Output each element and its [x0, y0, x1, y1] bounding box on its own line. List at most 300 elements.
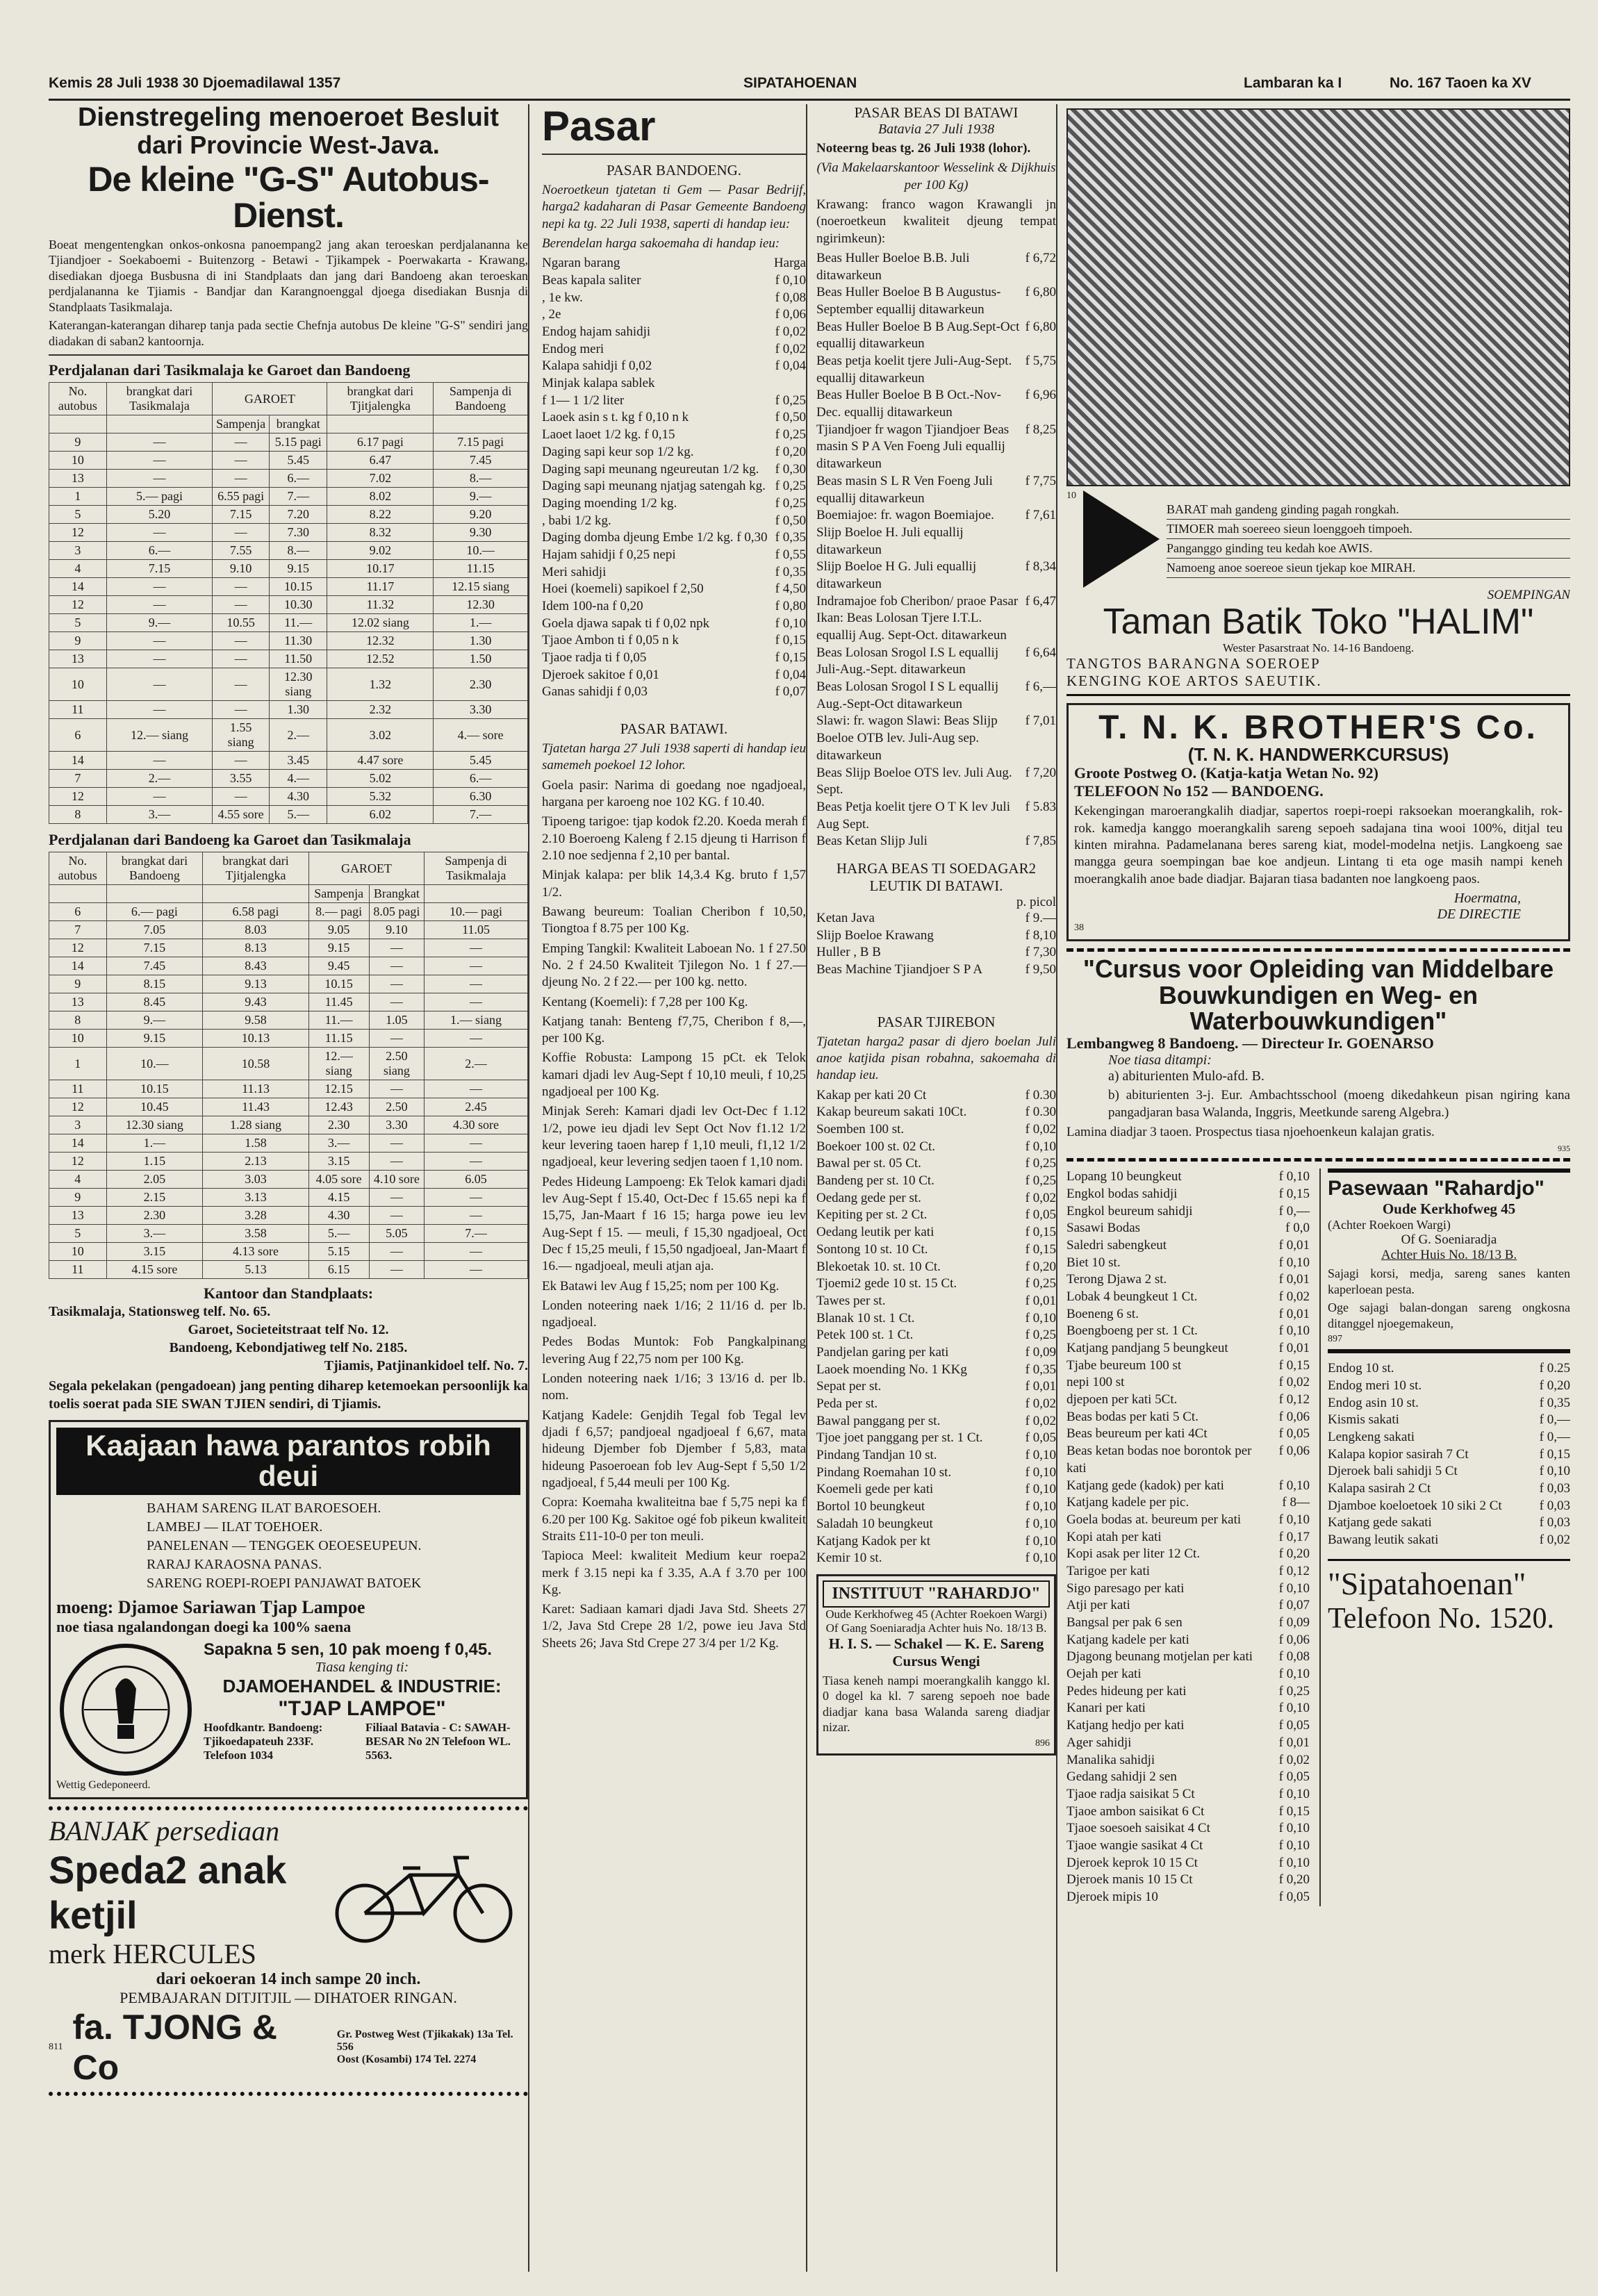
- item-price: f 0,30: [775, 461, 806, 477]
- table-cell: 5: [49, 1225, 107, 1243]
- batawi-paragraph: Katjang Kadele: Genjdih Tegal fob Tegal lev djadi f 6,57; pandjoeal ngadjoeal f 6,67, mata hideung Djember fob Djember f 5,83, mata hideung Pasoeroean fob lev Aug-Sept f 5,50 1/2 ngadjoeal, f 5,44 meuli per 100 Kg.: [542, 1407, 806, 1490]
- ad-pasewaan: [1328, 1168, 1570, 1353]
- item-name: Laoet laoet 1/2 kg. f 0,15: [542, 427, 675, 443]
- table-cell: 8.— pagi: [308, 903, 369, 921]
- table-cell: 4.47 sore: [327, 752, 434, 770]
- item-name: Beas ketan bodas noe borontok per kati: [1066, 1444, 1252, 1476]
- item-price: f 5.83: [1025, 799, 1056, 814]
- item-price: f 0,12: [1278, 1563, 1310, 1578]
- item-name: Kakap per kati 20 Ct: [816, 1087, 927, 1102]
- item-name: Lobak 4 beungkeut 1 Ct.: [1066, 1289, 1198, 1304]
- tjirebon-price-item: [1066, 1563, 1310, 1580]
- item-price: f 0,20: [1539, 1378, 1570, 1393]
- endog-price-item: [1328, 1378, 1570, 1395]
- batawi-paragraph: Ek Batawi lev Aug f 15,25; nom per 100 Kg.: [542, 1278, 780, 1294]
- item-price: f 0,05: [1278, 1890, 1310, 1905]
- ad-djamoe-moeng: moeng: Djamoe Sariawan Tjap Lampoe: [56, 1596, 365, 1617]
- table-cell: —: [369, 1134, 425, 1153]
- masthead: [49, 69, 1570, 101]
- tjirebon-price-item: [1066, 1580, 1310, 1598]
- item-name: Pandjelan garing per kati: [816, 1344, 949, 1360]
- item-price: f 0,15: [775, 633, 806, 648]
- ad-djamoe-filiaal: Filiaal Batavia - C: SAWAH-BESAR No 2N Telefoon WL. 5563.: [365, 1720, 511, 1762]
- item-price: f 0,05: [1278, 1769, 1310, 1785]
- item-name: Indramajoe fob Cheribon/ praoe Pasar Ikan: Beas Lolosan Tjere I.T.L. equallij Aug. Sept-Oct. ditawarkeun: [816, 593, 1019, 643]
- table-cell: 12.43: [308, 1098, 369, 1116]
- table-cell: 4.15 sore: [106, 1261, 203, 1279]
- table-cell: 7.15: [213, 506, 270, 524]
- table-cell: 1.32: [327, 668, 434, 701]
- item-name: Beas masin S L R Ven Foeng Juli equallij ditawarkeun: [816, 473, 993, 506]
- item-name: Djeroek keprok 10 15 Ct: [1066, 1855, 1198, 1870]
- item-name: Meri sahidji: [542, 564, 607, 579]
- batawi-paragraph: Minjak Sereh: Kamari djadi lev Oct-Dec f 1.12 1/2, powe ieu djadi lev Sept Oct Nov f1.12 1/2 keur levering taoen harep f 1,10 meuli, f1,12 1/2 ngadjoeal, keur levering sedjen taoen f 1,10 nom.: [542, 1104, 806, 1170]
- item-price: f 0,10: [775, 616, 806, 631]
- table-cell: 5.45: [434, 752, 528, 770]
- batawi-paragraph: Tapioca Meel: kwaliteit Medium keur roepa2 merk f 3.15 nepi ka f 3.35, A.A f 3.70 per 100 Kg.: [542, 1548, 806, 1597]
- table1-title: Perdjalanan dari Tasikmalaja ke Garoet dan Bandoeng: [49, 361, 411, 379]
- ad-hercules-speda: Speda2 anak ketjil: [49, 1847, 287, 1937]
- t1-h3: brangkat: [270, 415, 327, 433]
- item-price: f 7,75: [1025, 473, 1056, 488]
- beas-price-item: [816, 559, 1056, 593]
- table-cell: 9.30: [434, 524, 528, 542]
- table-cell: 6: [49, 903, 107, 921]
- tjirebon-price-item: [1066, 1391, 1310, 1409]
- beas-list: [816, 250, 1056, 850]
- harga-price-item: [816, 944, 1056, 961]
- item-name: Kalapa kopior sasirah 7 Ct: [1328, 1446, 1469, 1462]
- table-cell: 9.15: [308, 939, 369, 957]
- item-name: Kopi atah per kati: [1066, 1529, 1162, 1544]
- table-cell: 2.50 siang: [369, 1048, 425, 1080]
- pasar-batawi-intro: Tjatetan harga 27 Juli 1938 saperti di handap ieu samemeh poekoel 12 lohor.: [542, 741, 806, 773]
- table-cell: 3.—: [106, 1225, 203, 1243]
- masthead-page: Lambaran ka I: [1244, 75, 1342, 91]
- table-cell: —: [369, 1030, 425, 1048]
- beas-price-item: [816, 799, 1056, 833]
- item-price: f 0,15: [1278, 1186, 1310, 1201]
- endog-price-item: [1328, 1480, 1570, 1498]
- item-price: f 0,02: [1278, 1375, 1310, 1390]
- item-name: Beas beureum per kati 4Ct: [1066, 1426, 1208, 1442]
- table-cell: 8.43: [203, 957, 309, 975]
- item-price: f 0,02: [1025, 1190, 1056, 1205]
- tjirebon-price-item: [1066, 1203, 1310, 1221]
- item-name: Beas Huller Boeloe B B Oct.-Nov-Dec. equallij ditawarkeun: [816, 388, 1001, 420]
- table-cell: 2.30: [434, 668, 528, 701]
- ad-djamoe-hoofd: Hoofdkantr. Bandoeng: Tjikoedapateuh 233F. Telefoon 1034: [204, 1720, 323, 1762]
- table-cell: —: [425, 1189, 528, 1207]
- table-cell: 4.30: [270, 788, 327, 806]
- table-cell: 8.02: [327, 488, 434, 506]
- table-cell: 11: [49, 1080, 107, 1098]
- item-price: f 0,25: [775, 393, 806, 408]
- harga-head: HARGA BEAS TI SOEDAGAR2 LEUTIK DI BATAWI.: [836, 859, 1037, 894]
- item-name: Bawal per st. 05 Ct.: [816, 1156, 921, 1171]
- item-price: f 0,06: [1278, 1632, 1310, 1647]
- headline-provincie: dari Provincie West-Java.: [137, 130, 440, 159]
- tjirebon-price-item: [1066, 1306, 1310, 1323]
- table1-row: [49, 524, 528, 542]
- pasar-bandoeng-title: PASAR BANDOENG.: [606, 162, 742, 179]
- table-cell: 11.17: [327, 578, 434, 596]
- cursus-addr: Lembangweg 8 Bandoeng. — Directeur Ir. GOENARSO: [1066, 1034, 1434, 1052]
- table-cell: 3: [49, 542, 107, 560]
- table-cell: —: [106, 452, 213, 470]
- bandoeng-price-item: [542, 667, 806, 684]
- table-cell: 8.—: [270, 542, 327, 560]
- table-cell: 12.32: [327, 632, 434, 650]
- table-cell: 7: [49, 770, 107, 788]
- item-name: Sasawi Bodas: [1066, 1221, 1141, 1236]
- table-cell: 9.20: [434, 506, 528, 524]
- item-name: Endog meri 10 st.: [1328, 1378, 1422, 1393]
- table-cell: 2.30: [106, 1207, 203, 1225]
- pasewaan-of: Of G. Soeniaradja: [1401, 1232, 1497, 1248]
- item-name: Sigo paresago per kati: [1066, 1580, 1185, 1596]
- item-price: f 0,35: [1025, 1362, 1056, 1377]
- table1-row: [49, 578, 528, 596]
- item-price: f 0,06: [1278, 1444, 1310, 1459]
- item-price: f 0.30: [1025, 1087, 1056, 1102]
- tjirebon-price-item: [1066, 1855, 1310, 1872]
- item-price: f 6,80: [1025, 319, 1056, 334]
- item-name: Koemeli gede per kati: [816, 1482, 934, 1497]
- item-price: f 0,01: [1278, 1272, 1310, 1287]
- table-cell: 1.—: [106, 1134, 203, 1153]
- item-name: Laoek asin s t. kg f 0,10 n k: [542, 410, 689, 425]
- item-name: Beas Lolosan Srogol I.S L equallij Juli-Aug.-Sept. ditawarkeun: [816, 645, 999, 677]
- table-cell: 8.—: [434, 470, 528, 488]
- table-cell: 3: [49, 1116, 107, 1134]
- item-price: f 6,72: [1025, 250, 1056, 265]
- tjirebon-price-item: [816, 1516, 1056, 1533]
- item-price: f 0,25: [1025, 1156, 1056, 1171]
- item-price: f 0,10: [1278, 1667, 1310, 1682]
- pasar-batawi-paras: [542, 777, 806, 1652]
- item-price: f 5,75: [1025, 354, 1056, 368]
- endog-price-item: [1328, 1360, 1570, 1378]
- table-cell: —: [106, 596, 213, 614]
- pasar-title: Pasar: [542, 104, 656, 149]
- bandoeng-price-item: [542, 444, 806, 461]
- item-price: f 0,15: [1539, 1446, 1570, 1462]
- table-cell: 3.02: [327, 719, 434, 752]
- table-cell: 10: [49, 452, 107, 470]
- item-price: f 0,10: [1025, 1551, 1056, 1566]
- endog-price-item: [1328, 1446, 1570, 1464]
- table-cell: 12.30 siang: [106, 1116, 203, 1134]
- table-cell: 8.15: [106, 975, 203, 993]
- table-cell: 12: [49, 524, 107, 542]
- item-name: , 1e kw.: [542, 290, 583, 305]
- item-name: Tawes per st.: [816, 1293, 886, 1308]
- barat-line: Namoeng anoe soereoe sieun tjekap koe MIRAH.: [1167, 559, 1570, 578]
- item-name: Saledri sabengkeut: [1066, 1237, 1167, 1253]
- item-price: f 0.25: [1539, 1361, 1570, 1376]
- masthead-issue: No. 167 Taoen ka XV: [1390, 75, 1531, 91]
- table-cell: 8: [49, 1011, 107, 1030]
- inst-head: INSTITUUT "RAHARDJO": [823, 1580, 1050, 1608]
- item-name: Goela bodas at. beureum per kati: [1066, 1512, 1242, 1527]
- ad-hercules-fa: fa. TJONG & Co: [72, 2007, 277, 2087]
- table-cell: —: [425, 1243, 528, 1261]
- ad-hercules-addr2: Oost (Kosambi) 174 Tel. 2274: [336, 2053, 477, 2065]
- t2-h3: Sampenja: [308, 885, 369, 903]
- item-name: , 2e: [542, 307, 561, 322]
- harga-price-item: [816, 927, 1056, 945]
- batik-illustration: [1066, 108, 1570, 486]
- bandoeng-price-item: [542, 461, 806, 479]
- item-price: f 0,10: [1278, 1169, 1310, 1184]
- item-price: f 0,06: [1278, 1409, 1310, 1424]
- item-price: f 0,10: [1025, 1310, 1056, 1325]
- tjirebon-price-item: [816, 1139, 1056, 1156]
- item-price: f 0,02: [1539, 1533, 1570, 1548]
- table-cell: 7.55: [213, 542, 270, 560]
- table-cell: 10.45: [106, 1098, 203, 1116]
- table-cell: 1.50: [434, 650, 528, 668]
- item-name: f 1— 1 1/2 liter: [542, 393, 625, 408]
- item-price: f 0,02: [1025, 1122, 1056, 1137]
- ad-djamoe-wettig: Wettig Gedeponeerd.: [56, 1778, 151, 1791]
- harga-price-item: [816, 961, 1056, 979]
- item-name: Laoek moending No. 1 KKg: [816, 1362, 967, 1377]
- item-name: Oedang gede per st.: [816, 1190, 921, 1205]
- t2-group: GAROET: [308, 852, 424, 885]
- item-name: Bandeng per st. 10 Ct.: [816, 1173, 934, 1189]
- item-price: f 0,05: [1278, 1718, 1310, 1733]
- table-cell: 11.15: [434, 560, 528, 578]
- item-price: f 0,07: [775, 684, 806, 700]
- bro-direktie: DE DIRECTIE: [1437, 906, 1521, 922]
- item-name: Tjaoe ambon saisikat 6 Ct: [1066, 1803, 1205, 1819]
- bro-head: T. N. K. BROTHER'S Co.: [1098, 709, 1538, 746]
- tjirebon-price-item: [1066, 1494, 1310, 1512]
- table-cell: 8: [49, 806, 107, 824]
- barat-line: TIMOER mah soereeo sieun loenggoeh timpoeh.: [1167, 520, 1570, 539]
- item-price: f 0,04: [775, 358, 806, 374]
- t1-h5: Sampenja di Bandoeng: [434, 383, 528, 415]
- bandoeng-price-item: [542, 632, 806, 650]
- table-cell: 10: [49, 1243, 107, 1261]
- table-cell: 5.13: [203, 1261, 309, 1279]
- table-cell: 3.28: [203, 1207, 309, 1225]
- table-cell: 3.—: [308, 1134, 369, 1153]
- bro-addr: Groote Postweg O. (Katja-katja Wetan No. 92): [1074, 764, 1378, 782]
- item-name: Katjang hedjo per kati: [1066, 1718, 1185, 1733]
- batawi-paragraph: Londen noteering naek 1/16; 3 13/16 d. per lb. nom.: [542, 1371, 806, 1403]
- item-price: f 0,10: [1278, 1786, 1310, 1801]
- table-cell: 12: [49, 1153, 107, 1171]
- item-price: f 7,20: [1025, 765, 1056, 780]
- item-name: Pedes hideung per kati: [1066, 1683, 1187, 1699]
- table-cell: 12: [49, 596, 107, 614]
- inst-addr: Oude Kerkhofweg 45 (Achter Roekoen Wargi) Of Gang Soeniaradja Achter huis No. 18/13 B.: [825, 1607, 1047, 1635]
- bandoeng-price-item: [542, 547, 806, 564]
- table-cell: 5.05: [369, 1225, 425, 1243]
- item-name: Djagong beunang motjelan per kati: [1066, 1649, 1253, 1665]
- tangtos: TANGTOS BARANGNA SOEROEP: [1066, 654, 1321, 672]
- table-cell: 9.43: [203, 993, 309, 1011]
- item-name: djepoen per kati 5Ct.: [1066, 1392, 1178, 1407]
- pasewaan-addr: Oude Kerkhofweg 45: [1382, 1200, 1516, 1218]
- table2-row: [49, 1171, 528, 1189]
- tjirebon-price-item: [816, 1259, 1056, 1276]
- item-price: f 0,03: [1539, 1515, 1570, 1530]
- item-name: Beas Ketan Slijp Juli: [816, 834, 928, 849]
- item-price: f 0,20: [1025, 1259, 1056, 1274]
- item-price: f 0,10: [1025, 1464, 1056, 1480]
- item-name: Ganas sahidji f 0,03: [542, 684, 648, 700]
- batik-num: 10: [1066, 490, 1076, 501]
- table-cell: 9: [49, 975, 107, 993]
- item-name: Tjabe beureum 100 st: [1066, 1357, 1182, 1373]
- item-price: f 0,35: [775, 530, 806, 545]
- beas-head: PASAR BEAS DI BATAWI: [854, 104, 1019, 121]
- batawi-paragraph: Katjang tanah: Benteng f7,75, Cheribon f 8,—, per 100 Kg.: [542, 1014, 806, 1046]
- table1-row: [49, 632, 528, 650]
- table-cell: 8.05 pagi: [369, 903, 425, 921]
- item-price: f 0,06: [775, 307, 806, 322]
- schedule-table-bandoeng-tasik: [49, 852, 528, 1279]
- tjirebon-price-item: [1066, 1220, 1310, 1237]
- table-cell: 7.02: [327, 470, 434, 488]
- item-price: f 9,50: [1025, 962, 1056, 977]
- table-cell: 5.02: [327, 770, 434, 788]
- autobus-intro: Boeat mengentengkan onkos-onkosna panoempang2 jang akan teroeskan perdjalananna ke Tjiandjoer - Soekaboemi - Buitenzorg - Betawi - Tjikampek - Poerwakarta - Krawang, disediakan djoega Busbusna di ini Standplaats dan jang dari Bandoeng akan teroeskan perdjalananna ke Tjiamis - Bandjar dan Karangnoenggal djoega disediakan Busnja di Standplaats Tasikmalaja.: [49, 237, 528, 314]
- table-cell: —: [213, 596, 270, 614]
- beas-price-item: [816, 507, 1056, 559]
- beas-price-item: [816, 319, 1056, 353]
- table-cell: —: [369, 1153, 425, 1171]
- table-cell: —: [213, 578, 270, 596]
- item-name: Tjaoe wangie sasikat 4 Ct: [1066, 1837, 1203, 1853]
- ad-djamoe-item: LAMBEJ — ILAT TOEHOER.: [147, 1519, 323, 1535]
- table-cell: —: [425, 939, 528, 957]
- table-cell: 6.15: [308, 1261, 369, 1279]
- item-price: f 8,34: [1025, 559, 1056, 575]
- table-cell: —: [369, 957, 425, 975]
- bro-sub: (T. N. K. HANDWERKCURSUS): [1187, 743, 1449, 765]
- tjirebon-intro: Tjatetan harga2 pasar di djero boelan Juli anoe katjida pisan robahna, sakoemaha di handap ieu.: [816, 1034, 1056, 1083]
- table-cell: —: [369, 1080, 425, 1098]
- table-cell: 4.55 sore: [213, 806, 270, 824]
- item-price: f 6,80: [1025, 285, 1056, 300]
- tjirebon-price-item: [1066, 1289, 1310, 1306]
- sipat-tel: Telefoon No. 1520.: [1328, 1602, 1554, 1635]
- table-cell: 5.— pagi: [106, 488, 213, 506]
- item-price: f 0,50: [775, 513, 806, 528]
- endog-price-item: [1328, 1395, 1570, 1412]
- table-cell: 11.45: [308, 993, 369, 1011]
- item-name: Bawang leutik sakati: [1328, 1533, 1439, 1548]
- beas-price-item: [816, 353, 1056, 387]
- bandoeng-price-item: [542, 529, 806, 547]
- ad-djamoe-noe: noe tiasa ngalandongan doegi ka 100% saena: [56, 1617, 352, 1635]
- item-name: Tarigoe per kati: [1066, 1563, 1151, 1578]
- endog-price-item: [1328, 1532, 1570, 1549]
- tjirebon-head: PASAR TJIREBON: [877, 1013, 996, 1030]
- table-cell: 9.10: [213, 560, 270, 578]
- table-cell: 3.45: [270, 752, 327, 770]
- item-name: Daging domba djeung Embe 1/2 kg. f 0,30: [542, 530, 768, 545]
- inst-sub: H. I. S. — Schakel — K. E. Sareng Cursus Wengi: [828, 1635, 1044, 1669]
- table-cell: 9.45: [308, 957, 369, 975]
- bandoeng-price-item: [542, 427, 806, 444]
- item-price: f 7,85: [1025, 834, 1056, 849]
- table-cell: 14: [49, 578, 107, 596]
- bandoeng-price-item: [542, 306, 806, 324]
- item-name: Beas Petja koelit tjere O T K lev Juli Aug Sept.: [816, 799, 1010, 832]
- item-name: Beas Slijp Boeloe OTS lev. Juli Aug. Sept.: [816, 765, 1012, 798]
- item-name: Daging sapi meunang ngeureutan 1/2 kg.: [542, 461, 759, 477]
- cursus-b: b) abiturienten 3-j. Eur. Ambachtsschool (moeng dikedahkeun pisan ngiring kana pangadjaran basa Walanda, Inggris, Meetkunde sareng Algebra.): [1108, 1088, 1570, 1120]
- item-price: f 0,05: [1025, 1207, 1056, 1223]
- tjirebon-price-item: [816, 1498, 1056, 1516]
- item-name: Daging moending 1/2 kg.: [542, 495, 677, 511]
- cursus-noe: Noe tiasa ditampi:: [1108, 1052, 1212, 1068]
- table2-row: [49, 1080, 528, 1098]
- table-cell: 10: [49, 1030, 107, 1048]
- table-cell: 4.05 sore: [308, 1171, 369, 1189]
- bandoeng-price-item: [542, 598, 806, 616]
- table-cell: 4.—: [270, 770, 327, 788]
- table-cell: 7.—: [425, 1225, 528, 1243]
- table-cell: 9.02: [327, 542, 434, 560]
- item-price: f 0,15: [1278, 1803, 1310, 1819]
- ad-hercules: [49, 1806, 528, 2096]
- ad-halim: [1066, 490, 1570, 588]
- item-name: Manalika sahidji: [1066, 1752, 1155, 1767]
- table-cell: 12.52: [327, 650, 434, 668]
- tjirebon-price-item: [816, 1413, 1056, 1430]
- item-name: Beas petja koelit tjere Juli-Aug-Sept. equallij ditawarkeun: [816, 354, 1012, 386]
- bandoeng-price-item: [542, 375, 806, 393]
- table-cell: 10.—: [434, 542, 528, 560]
- item-name: Kakap beureum sakati 10Ct.: [816, 1105, 967, 1120]
- ad-cursus: [1066, 948, 1570, 1162]
- item-name: Bangsal per pak 6 sen: [1066, 1615, 1183, 1630]
- table-cell: 9.15: [270, 560, 327, 578]
- item-name: Tjaoe soesoeh saisikat 4 Ct: [1066, 1821, 1210, 1836]
- bandoeng-price-item: [542, 581, 806, 598]
- table-cell: 1.58: [203, 1134, 309, 1153]
- bro-hormat: Hoermatna,: [1453, 890, 1521, 906]
- item-price: f 6,64: [1025, 645, 1056, 660]
- item-name: Blanak 10 st. 1 Ct.: [816, 1310, 915, 1325]
- table-cell: 7.15: [106, 939, 203, 957]
- tjirebon-price-item: [1066, 1168, 1310, 1186]
- pasar-batawi-title: PASAR BATAWI.: [620, 720, 728, 738]
- table-cell: 6.—: [434, 770, 528, 788]
- item-price: f 0,25: [775, 479, 806, 494]
- tjirebon-price-item: [1066, 1426, 1310, 1443]
- item-name: Endog hajam sahidji: [542, 324, 651, 339]
- column-beas: [816, 104, 1057, 2272]
- pasewaan-num: 897: [1328, 1334, 1342, 1345]
- table-cell: 5.15 pagi: [270, 433, 327, 452]
- bandoeng-price-item: [542, 272, 806, 290]
- column-pasar: [542, 104, 807, 2272]
- table-cell: 1.—: [434, 614, 528, 632]
- table1-row: [49, 542, 528, 560]
- item-price: f 6,96: [1025, 388, 1056, 403]
- table-cell: 10.17: [327, 560, 434, 578]
- table-cell: 3.58: [203, 1225, 309, 1243]
- table2-row: [49, 1134, 528, 1153]
